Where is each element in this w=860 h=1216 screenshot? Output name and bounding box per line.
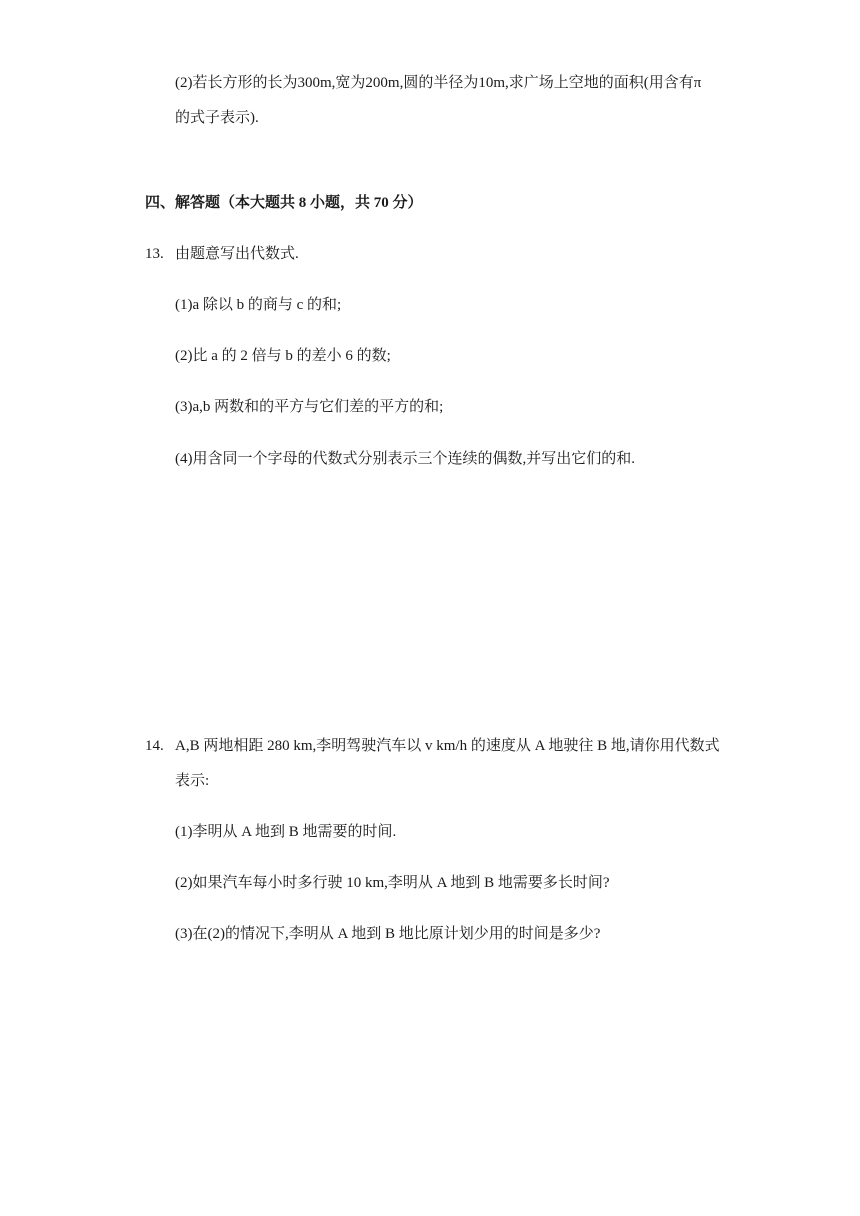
question-13-stem: 由题意写出代数式.	[175, 246, 299, 262]
question-13-part-1: (1)a 除以 b 的商与 c 的和;	[175, 297, 342, 313]
question-14-stem-line2: 表示:	[175, 773, 210, 789]
question-13-number: 13.	[145, 246, 164, 262]
question-13-part-4: (4)用含同一个字母的代数式分别表示三个连续的偶数,并写出它们的和.	[175, 451, 635, 467]
prev-question-part2-line2: 的式子表示).	[175, 110, 259, 126]
question-14-part-2: (2)如果汽车每小时多行驶 10 km,李明从 A 地到 B 地需要多长时间?	[175, 875, 610, 891]
question-14-number: 14.	[145, 738, 164, 754]
question-13-part-3: (3)a,b 两数和的平方与它们差的平方的和;	[175, 399, 444, 415]
question-13-part-2: (2)比 a 的 2 倍与 b 的差小 6 的数;	[175, 348, 391, 364]
question-14-part-3: (3)在(2)的情况下,李明从 A 地到 B 地比原计划少用的时间是多少?	[175, 926, 601, 942]
prev-question-part2-line1: (2)若长方形的长为300m,宽为200m,圆的半径为10m,求广场上空地的面积(用含有π	[175, 75, 702, 91]
question-14-part-1: (1)李明从 A 地到 B 地需要的时间.	[175, 824, 397, 840]
section-heading: 四、解答题（本大题共 8 小题，共 70 分）	[145, 195, 423, 211]
question-14-stem-line1: A,B 两地相距 280 km,李明驾驶汽车以 v km/h 的速度从 A 地驶往 B 地,请你用代数式	[175, 738, 720, 754]
